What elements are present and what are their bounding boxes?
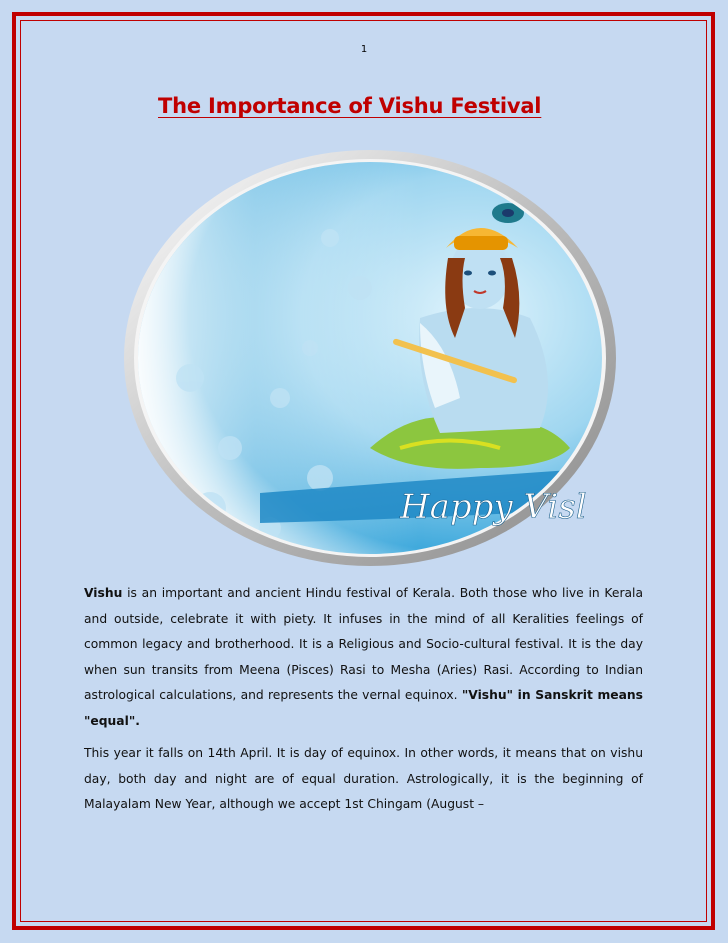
paragraph-1 bbox=[84, 581, 643, 734]
paragraph-1-text: is an important and ancient Hindu festival of Kerala. Both those who live in Kerala and outside, celebrate it with piety. It infuses in the mind of all Keralities feelings of common legacy and brotherhood. It is a Religious and Socio-cultural festival. It is the day when sun transits from Meena (Pisces) Rasi to Mesha (Aries) Rasi. According to Indian astrological calculations, and represents the vernal equinox. bbox=[84, 586, 643, 702]
page-title: The Importance of Vishu Festival bbox=[158, 94, 542, 118]
happy-vishu-caption: Happy Visl bbox=[400, 487, 587, 527]
krishna-illustration bbox=[120, 148, 620, 568]
vishu-lead: Vishu bbox=[84, 586, 123, 600]
article-body bbox=[84, 581, 643, 825]
paragraph-2: This year it falls on 14th April. It is day of equinox. In other words, it means that on vishu day, both day and night are of equal duration. Astrologically, it is the beginning of Malayalam New Year, although we accept 1st Chingam (August – bbox=[84, 746, 643, 811]
page-number: 1 bbox=[360, 44, 368, 55]
hero-image bbox=[120, 148, 620, 568]
vishu-meaning: "Vishu" in Sanskrit means "equal". bbox=[84, 688, 643, 728]
